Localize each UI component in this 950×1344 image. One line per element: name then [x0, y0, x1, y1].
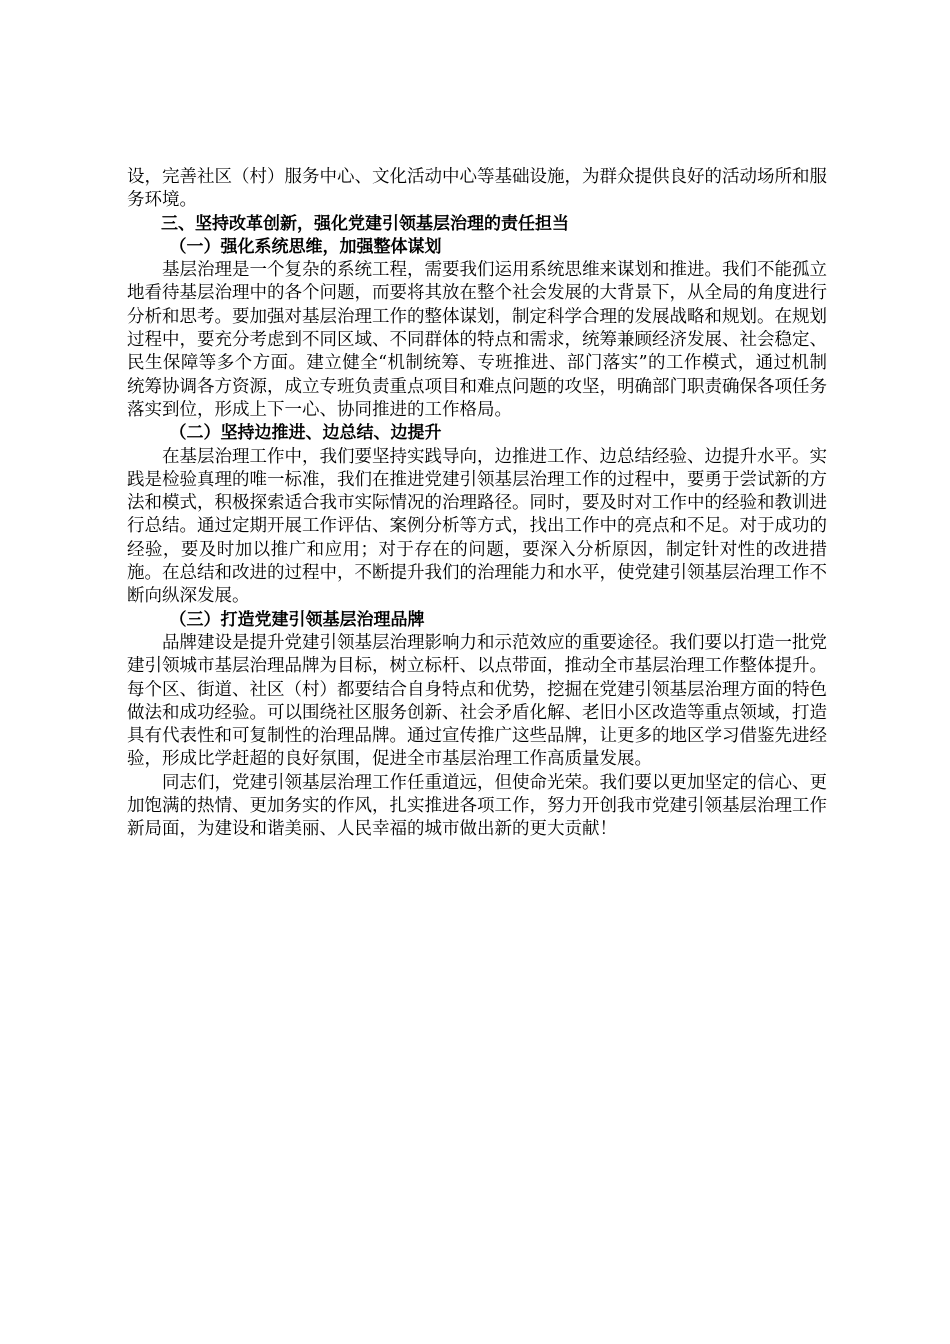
continued-paragraph: 设，完善社区（村）服务中心、文化活动中心等基础设施，为群众提供良好的活动场所和服务环境。	[127, 167, 827, 211]
subheading-brand-building: （三）打造党建引领基层治理品牌	[169, 609, 425, 630]
document-body	[127, 166, 827, 842]
section-heading-three: 三、坚持改革创新，强化党建引领基层治理的责任担当	[161, 213, 569, 234]
subheading-advance-summarize: （二）坚持边推进、边总结、边提升	[169, 423, 442, 444]
paragraph-closing: 同志们，党建引领基层治理工作任重道远，但使命光荣。我们要以更加坚定的信心、更加饱满的热情、更加务实的作风，扎实推进各项工作，努力开创我市党建引领基层治理工作新局面，为建设和谐美丽、人民幸福的城市做出新的更大贡献！	[127, 772, 827, 840]
paragraph-system-thinking: 基层治理是一个复杂的系统工程，需要我们运用系统思维来谋划和推进。我们不能孤立地看待基层治理中的各个问题，而要将其放在整个社会发展的大背景下，从全局的角度进行分析和思考。要加强对基层治理工作的整体谋划，制定科学合理的发展战略和规划。在规划过程中，要充分考虑到不同区域、不同群体的特点和需求，统筹兼顾经济发展、社会稳定、民生保障等多个方面。建立健全“机制统筹、专班推进、部门落实”的工作模式，通过机制统筹协调各方资源，成立专班负责重点项目和难点问题的攻坚，明确部门职责确保各项任务落实到位，形成上下一心、协同推进的工作格局。	[127, 260, 827, 420]
paragraph-brand-building: 品牌建设是提升党建引领基层治理影响力和示范效应的重要途径。我们要以打造一批党建引领城市基层治理品牌为目标，树立标杆、以点带面，推动全市基层治理工作整体提升。每个区、街道、社区（村）都要结合自身特点和优势，挖掘在党建引领基层治理方面的特色做法和成功经验。可以围绕社区服务创新、社会矛盾化解、老旧小区改造等重点领域，打造具有代表性和可复制性的治理品牌。通过宣传推广这些品牌，让更多的地区学习借鉴先进经验，形成比学赶超的良好氛围，促进全市基层治理工作高质量发展。	[127, 632, 827, 770]
paragraph-advance-summarize: 在基层治理工作中，我们要坚持实践导向，边推进工作、边总结经验、边提升水平。实践是检验真理的唯一标准，我们在推进党建引领基层治理工作的过程中，要勇于尝试新的方法和模式，积极探索适合我市实际情况的治理路径。同时，要及时对工作中的经验和教训进行总结。通过定期开展工作评估、案例分析等方式，找出工作中的亮点和不足。对于成功的经验，要及时加以推广和应用；对于存在的问题，要深入分析原因，制定针对性的改进措施。在总结和改进的过程中，不断提升我们的治理能力和水平，使党建引领基层治理工作不断向纵深发展。	[127, 446, 827, 607]
subheading-system-thinking: （一）强化系统思维，加强整体谋划	[169, 236, 442, 257]
